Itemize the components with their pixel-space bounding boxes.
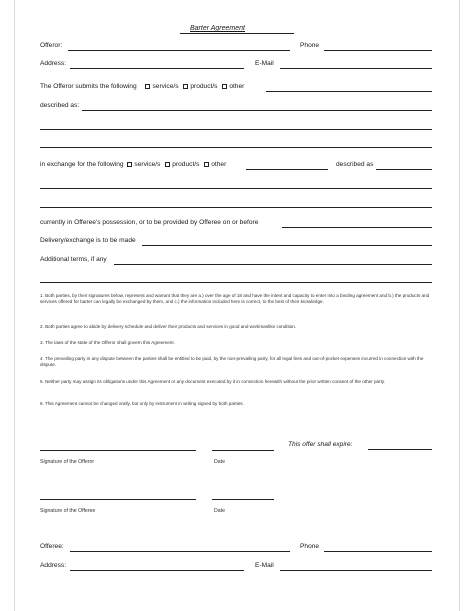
other-checkbox[interactable] (222, 84, 227, 89)
offeror-address-field[interactable] (70, 68, 244, 69)
title-underline (180, 33, 294, 34)
delivery-text: Delivery/exchange is to be made (40, 237, 136, 244)
clause-4: 4. The prevailing party in any dispute between the parties shall be entitled to be paid, by the non-prevailing party, for all legal fees and out-of-pocket expenses incurred in connection with the dispute. (40, 356, 424, 367)
offeror-submits-line (40, 83, 244, 91)
page-edge-right (459, 0, 460, 611)
clause-6: 6. This Agreement cannot be changed orally, but only by instrument in writing signed by both parties. (40, 401, 244, 406)
offeror-date-field[interactable] (212, 450, 274, 451)
exchange-description-line-2[interactable] (40, 188, 432, 189)
offeree-email-field[interactable] (280, 570, 432, 571)
exchange-services-label: service/s (134, 161, 161, 168)
additional-terms-line-1[interactable] (114, 264, 432, 265)
offeror-submits-text: The Offeror submits the following (40, 83, 137, 90)
offeror-field[interactable] (68, 50, 290, 51)
products-checkbox[interactable] (183, 84, 188, 89)
additional-terms-line-2[interactable] (40, 282, 432, 283)
exchange-other-label: other (211, 161, 227, 168)
offeree-phone-field[interactable] (324, 551, 432, 552)
offeror-description-line-2[interactable] (40, 129, 432, 130)
exchange-services-checkbox[interactable] (127, 162, 132, 167)
email-label: E-Mail (255, 60, 274, 67)
offeree-date-field[interactable] (212, 499, 274, 500)
possession-text: currently in Offeree's possession, or to be provided by Offeree on or before (40, 219, 259, 226)
exchange-described-as-label: described as (336, 161, 374, 168)
offeree-phone-label: Phone (300, 543, 320, 550)
exchange-other-field[interactable] (246, 169, 328, 170)
exchange-line (40, 161, 226, 169)
services-option-label: service/s (152, 83, 179, 90)
described-as-label: described as: (40, 102, 80, 109)
clause-3: 3. The laws of the state of the Offeror shall govern this Agreement. (40, 340, 175, 345)
signature-offeree-label: Signature of the Offeree (40, 508, 96, 514)
offeree-field[interactable] (70, 551, 290, 552)
offeror-other-field[interactable] (266, 91, 432, 92)
offeree-address-label: Address: (40, 562, 67, 569)
offeror-date-label: Date (214, 459, 225, 465)
clause-2: 2. Both parties agree to abide by delivery schedule and deliver their products and services in good and workmanlike condition. (40, 324, 297, 329)
offeree-label: Offeree: (40, 543, 64, 550)
offer-expire-field[interactable] (368, 449, 432, 450)
services-checkbox[interactable] (145, 84, 150, 89)
exchange-description-line-1[interactable] (376, 169, 432, 170)
page-edge-left (14, 0, 15, 611)
other-option-label: other (229, 83, 245, 90)
phone-label: Phone (300, 42, 320, 49)
offeree-email-label: E-Mail (255, 562, 274, 569)
offeree-address-field[interactable] (70, 570, 244, 571)
clause-1: 1. Both parties, by their signatures below, represent and warrant that they are a.) over the age of 18 and have the intent and capacity to enter into a binding agreement and b.) the products and services offered for barter can legally be exchanged by them, and c.) the information included here is correct, to the best of their knowledge. (40, 293, 430, 304)
offeror-label: Offeror: (40, 42, 63, 49)
offer-expire-label: This offer shall expire: (288, 441, 353, 448)
offeror-email-field[interactable] (280, 68, 432, 69)
exchange-description-line-3[interactable] (40, 207, 432, 208)
clause-5: 5. Neither party may assign its obligations under this Agreement or any document executed by it in connection herewith without the prior written consent of the other party. (40, 379, 386, 384)
offeree-date-label: Date (214, 508, 225, 514)
exchange-other-checkbox[interactable] (204, 162, 209, 167)
delivery-field[interactable] (142, 245, 432, 246)
offeree-signature-field[interactable] (40, 499, 196, 500)
offeror-description-line-1[interactable] (82, 110, 432, 111)
additional-terms-label: Additional terms, if any (40, 256, 107, 263)
exchange-products-checkbox[interactable] (165, 162, 170, 167)
document-title: Barter Agreement (190, 25, 245, 32)
address-label: Address: (40, 60, 67, 67)
exchange-products-label: product/s (172, 161, 200, 168)
products-option-label: product/s (190, 83, 218, 90)
signature-offeror-label: Signature of the Offeror (40, 459, 95, 465)
offeror-phone-field[interactable] (324, 50, 432, 51)
possession-date-field[interactable] (282, 227, 432, 228)
exchange-text: in exchange for the following (40, 161, 124, 168)
offeror-description-line-3[interactable] (40, 147, 432, 148)
offeror-signature-field[interactable] (40, 450, 196, 451)
